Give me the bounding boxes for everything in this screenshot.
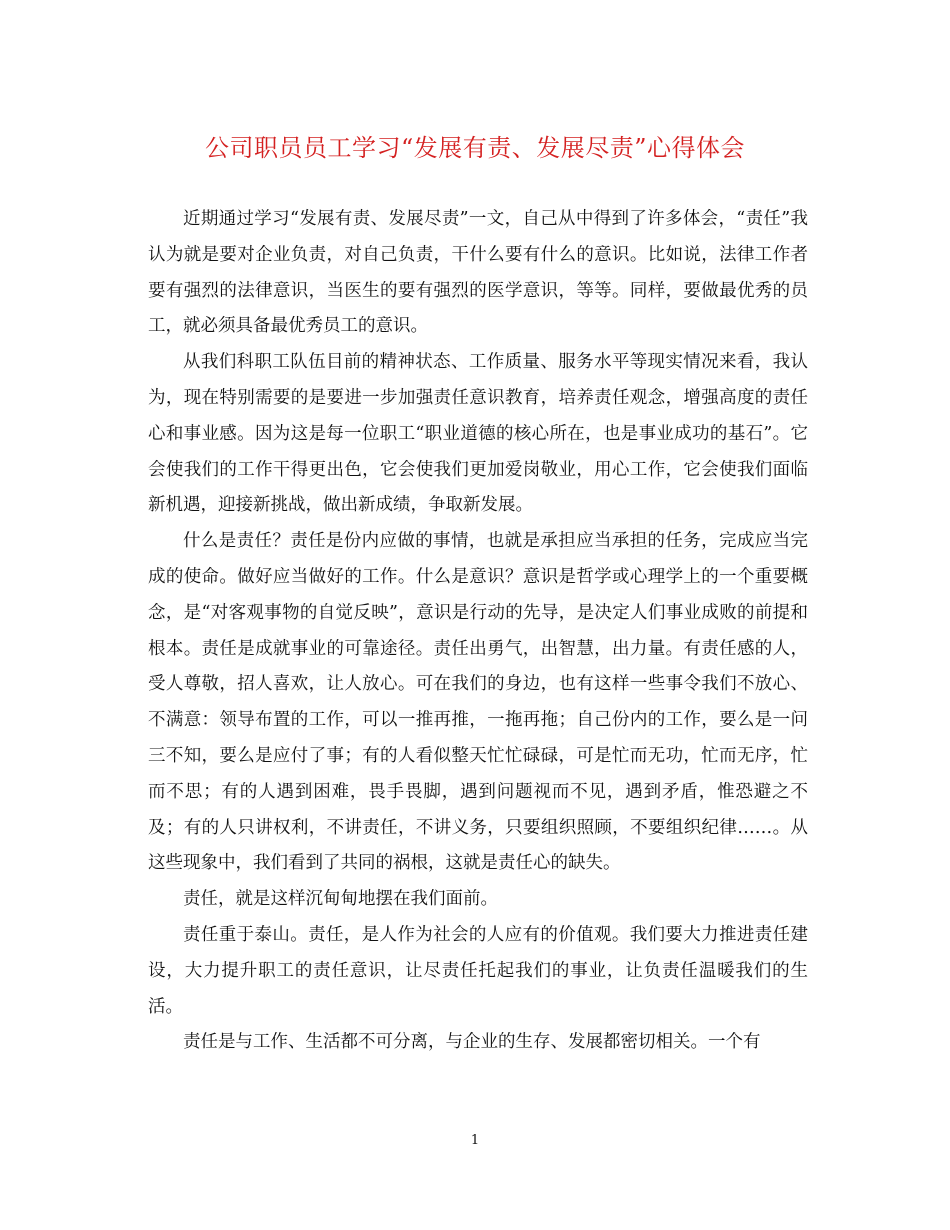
- document-title: 公司职员员工学习“发展有责、发展尽责”心得体会: [204, 134, 746, 162]
- body-paragraph: 从我们科职工队伍目前的精神状态、工作质量、服务水平等现实情况来看，我认为，现在特别需要的是要进一步加强责任意识教育，培养责任观念，增强高度的责任心和事业感。因为这是每一位职工“职业道德的核心所在，也是事业成功的基石”。它会使我们的工作干得更出色，它会使我们更加爱岗敬业，用心工作，它会使我们面临新机遇，迎接新挑战，做出新成绩，争取新发展。: [148, 352, 808, 516]
- body-paragraph: 什么是责任？责任是份内应做的事情，也就是承担应当承担的任务，完成应当完成的使命。做好应当做好的工作。什么是意识？意识是哲学或心理学上的一个重要概念，是“对客观事物的自觉反映”，意识是行动的先导，是决定人们事业成败的前提和根本。责任是成就事业的可靠途径。责任出勇气，出智慧，出力量。有责任感的人，受人尊敬，招人喜欢，让人放心。可在我们的身边，也有这样一些事令我们不放心、不满意：领导布置的工作，可以一推再推，一拖再拖；自己份内的工作，要么是一问三不知，要么是应付了事；有的人看似整天忙忙碌碌，可是忙而无功，忙而无序，忙而不思；有的人遇到困难，畏手畏脚，遇到问题视而不见，遇到矛盾，惟恐避之不及；有的人只讲权利，不讲责任，不讲义务，只要组织照顾，不要组织纪律……。从这些现象中，我们看到了共同的祸根，这就是责任心的缺失。: [148, 531, 808, 874]
- document-body: [148, 202, 808, 1061]
- body-paragraph: 责任重于泰山。责任，是人作为社会的人应有的价值观。我们要大力推进责任建设，大力提升职工的责任意识，让尽责任托起我们的事业，让负责任温暖我们的生活。: [148, 924, 808, 1017]
- page-number: 1: [470, 1133, 480, 1148]
- body-paragraph: 责任，就是这样沉甸甸地摆在我们面前。: [183, 889, 498, 910]
- body-paragraph: 近期通过学习“发展有责、发展尽责”一文，自己从中得到了许多体会，“责任”我认为就是要对企业负责，对自己负责，干什么要有什么的意识。比如说，法律工作者要有强烈的法律意识，当医生的要有强烈的医学意识，等等。同样，要做最优秀的员工，就必须具备最优秀员工的意识。: [148, 209, 808, 337]
- body-paragraph: 责任是与工作、生活都不可分离，与企业的生存、发展都密切相关。一个有: [183, 1032, 761, 1053]
